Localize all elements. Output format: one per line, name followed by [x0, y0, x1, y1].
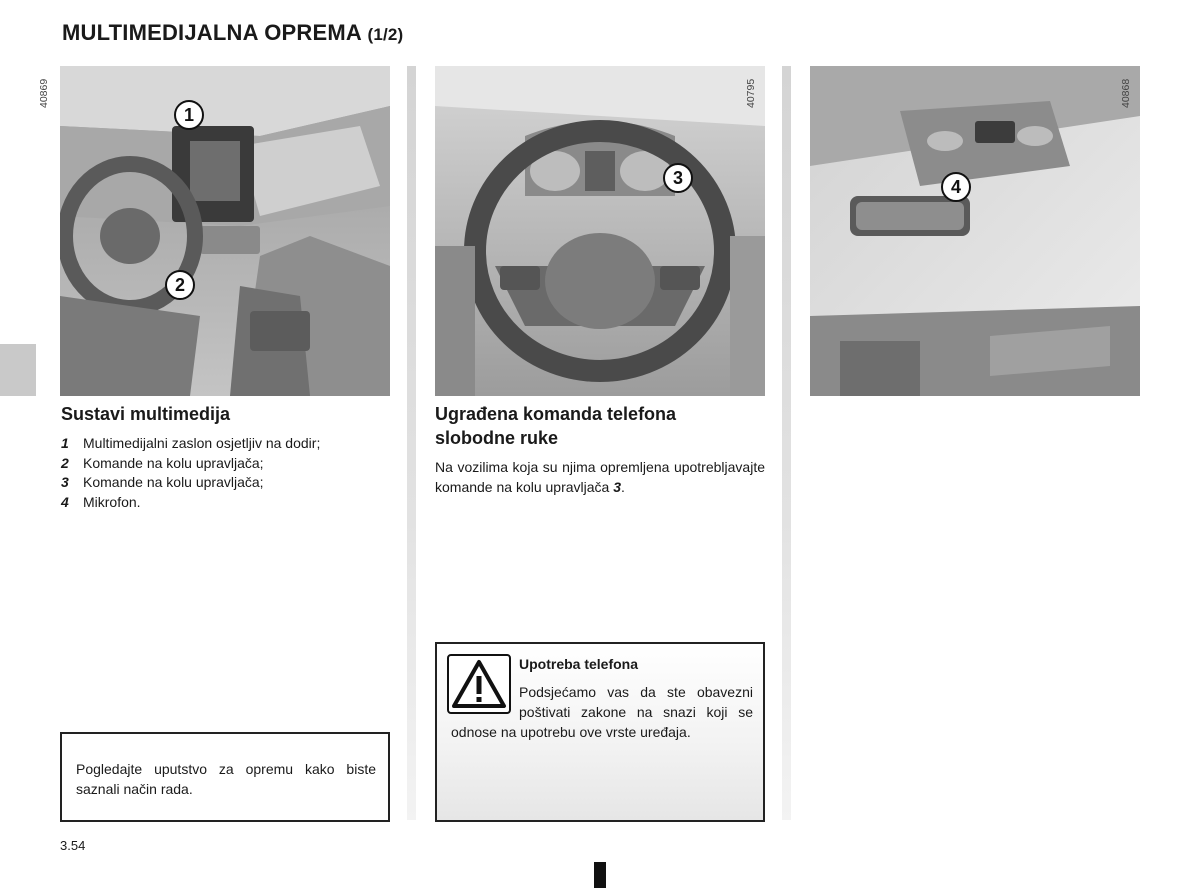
page-title-main: MULTIMEDIJALNA OPREMA: [62, 20, 362, 45]
page-edge-mark: [594, 862, 606, 888]
warning-text-block: [451, 682, 753, 742]
legend-list: [61, 434, 320, 512]
callout-2: 2: [165, 270, 195, 300]
list-item: 4 Mikrofon.: [61, 493, 141, 510]
callout-1: 1: [174, 100, 204, 130]
warning-title: Upotreba telefona: [519, 656, 639, 672]
photo-steering-wheel: [435, 66, 765, 396]
column-divider-left: [407, 66, 416, 820]
list-item: 2 Komande na kolu upravljača;: [61, 454, 264, 471]
section-heading-handsfree: Ugrađena komanda telefona slobodne ruke: [435, 404, 677, 448]
callout-4: 4: [941, 172, 971, 202]
list-item: 1 Multimedijalni zaslon osjetljiv na dodir;: [61, 435, 321, 451]
warning-text: Podsjećamo vas da ste obavezni poštivati zakone na snazi koji se odnose na upotrebu ove vrste uređaja.: [451, 684, 753, 740]
list-item: 3 Komande na kolu upravljača;: [61, 474, 264, 490]
warning-box: [435, 642, 765, 822]
note-box: [60, 732, 390, 822]
photo-dashboard: [60, 66, 390, 396]
callout-3: 3: [663, 163, 693, 193]
image-ref-3: 40868: [1120, 78, 1132, 108]
handsfree-paragraph: Na vozilima koja su njima opremljena upotrebljavajte komande na kolu upravljača 3.: [435, 459, 765, 495]
column-divider-right: [782, 66, 791, 820]
page-number: 3.54: [60, 838, 86, 853]
chapter-thumb-tab: [0, 344, 36, 396]
image-ref-2: 40795: [745, 78, 757, 108]
page-title: [62, 20, 403, 46]
control-ref-number: 3: [613, 478, 622, 495]
note-text: Pogledajte uputstvo za opremu kako biste saznali način rada.: [76, 761, 376, 797]
page-title-sub: (1/2): [367, 25, 404, 44]
section-heading-multimedia: Sustavi multimedija: [61, 404, 231, 424]
photo-overhead-console: [810, 66, 1140, 396]
image-ref-1: 40869: [38, 78, 50, 108]
